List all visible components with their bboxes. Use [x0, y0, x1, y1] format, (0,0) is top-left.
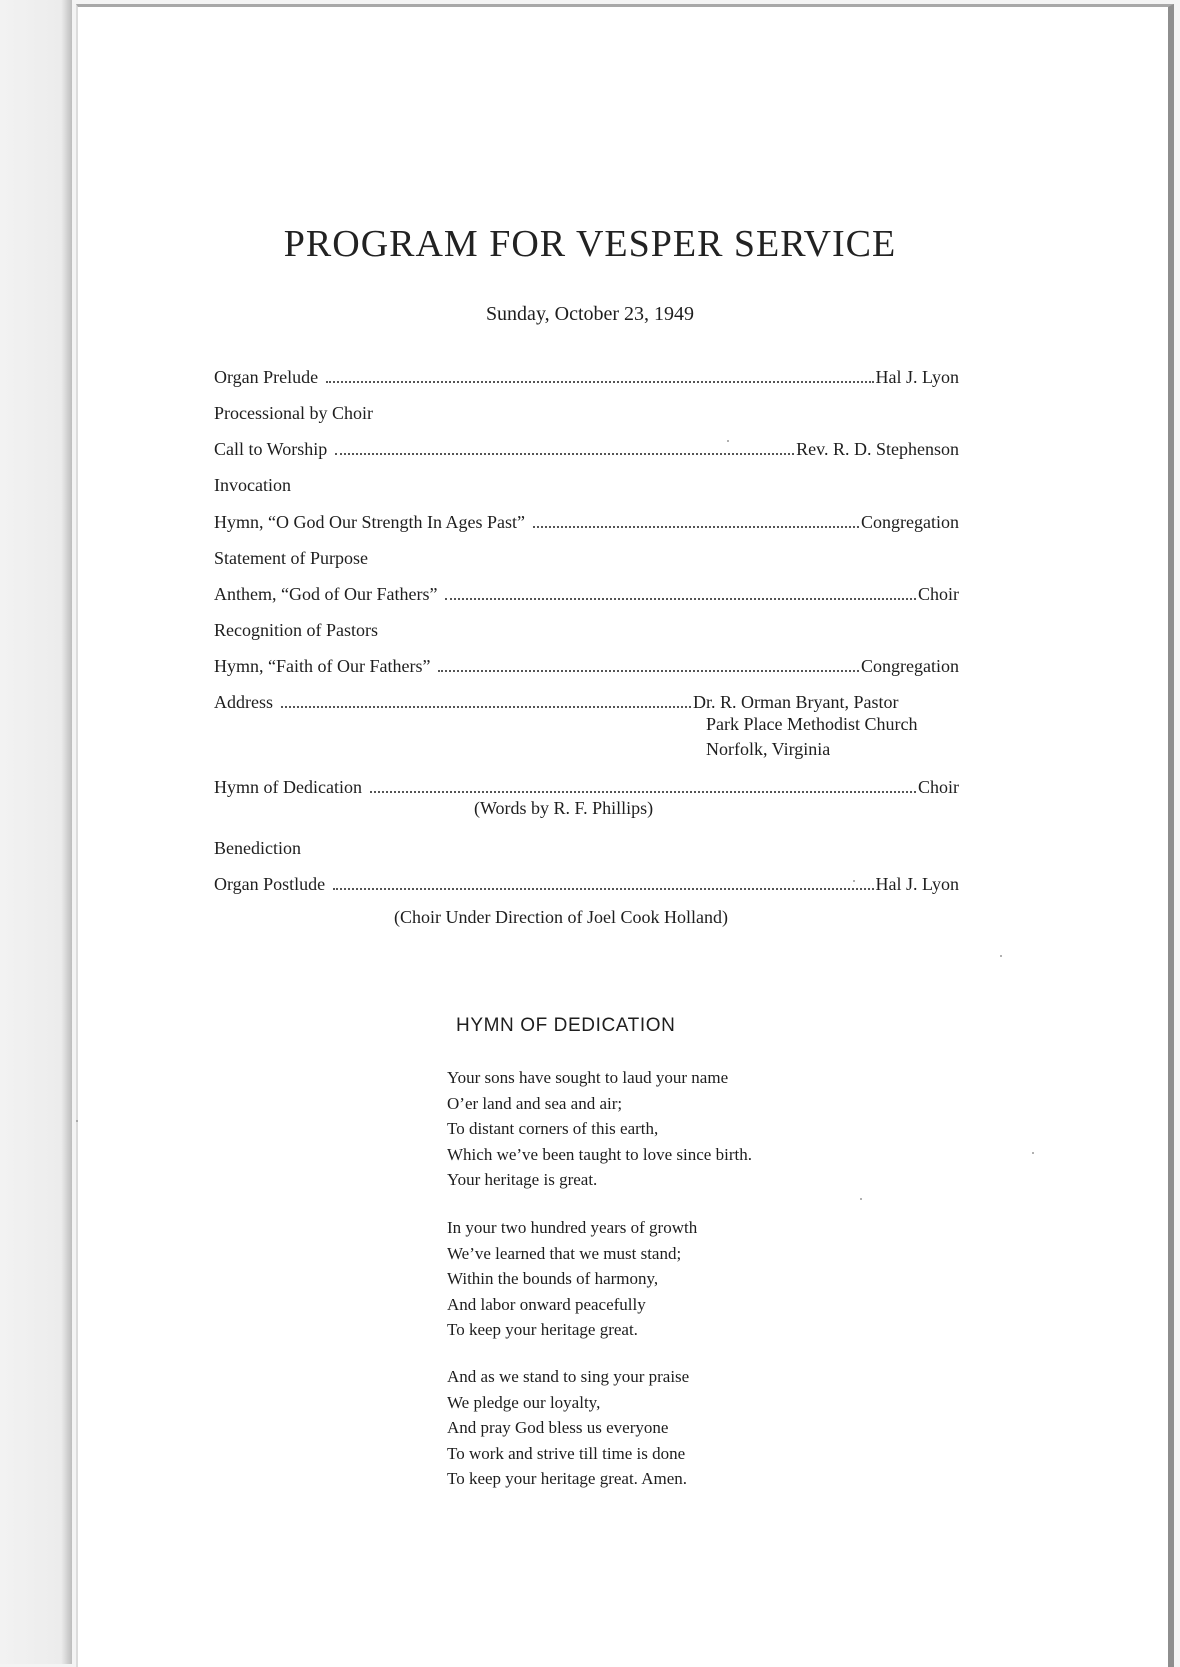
service-date: Sunday, October 23, 1949 [485, 303, 695, 325]
address-location: Norfolk, Virginia [706, 739, 831, 759]
verse-line: To work and strive till time is done [447, 1443, 686, 1463]
scan-speck [76, 1120, 78, 1122]
program-item: Statement of Purpose [214, 548, 368, 568]
words-by-note: (Words by R. F. Phillips) [474, 798, 654, 818]
program-row-invocation [214, 470, 959, 496]
hymn-title: HYMN OF DEDICATION [456, 1015, 676, 1036]
scan-speck [860, 1198, 862, 1200]
program-item: Processional by Choir [214, 403, 373, 423]
program-row-hymn-o-god [214, 507, 959, 533]
dot-leader [281, 706, 691, 708]
program-performer: Choir [917, 584, 959, 604]
hymn-verse-1 [447, 1068, 752, 1196]
dot-leader [370, 791, 916, 793]
verse-line: And as we stand to sing your praise [447, 1367, 690, 1386]
scan-speck [853, 880, 855, 882]
address-church: Park Place Methodist Church [706, 714, 918, 734]
program-performer: Congregation [861, 656, 959, 676]
program-performer: Dr. R. Orman Bryant, Pastor [693, 692, 899, 712]
dot-leader [335, 453, 794, 455]
dot-leader [445, 598, 916, 600]
dot-leader [438, 670, 859, 672]
dot-leader [333, 888, 873, 890]
verse-line: We pledge our loyalty, [447, 1392, 601, 1412]
program-performer: Congregation [861, 512, 959, 532]
program-item: Hymn, “O God Our Strength In Ages Past” [214, 512, 525, 532]
scan-speck [1000, 955, 1002, 957]
program-row-anthem [214, 579, 959, 605]
verse-line: O’er land and sea and air; [447, 1093, 623, 1113]
program-row-address [214, 687, 959, 713]
verse-line: And labor onward peacefully [447, 1294, 646, 1314]
scan-speck [727, 440, 729, 442]
verse-line: To keep your heritage great. Amen. [447, 1469, 688, 1488]
program-row-hymn-of-dedication [214, 772, 959, 798]
program-item: Call to Worship [214, 439, 328, 459]
program-row-organ-prelude [214, 362, 959, 388]
program-row-processional [214, 398, 959, 424]
program-item: Organ Prelude [214, 367, 319, 387]
verse-line: Which we’ve been taught to love since birth. [447, 1144, 752, 1164]
program-row-benediction [214, 833, 959, 859]
program-row-call-to-worship [214, 434, 959, 460]
verse-line: Within the bounds of harmony, [447, 1269, 659, 1288]
program-item: Organ Postlude [214, 874, 326, 894]
program-item: Benediction [214, 838, 301, 858]
program-performer: Choir [917, 777, 959, 797]
verse-line: Your sons have sought to laud your name [447, 1068, 729, 1087]
program-row-hymn-faith [214, 651, 959, 677]
verse-line: We’ve learned that we must stand; [447, 1243, 682, 1263]
program-performer: Hal J. Lyon [875, 874, 959, 894]
program-performer: Hal J. Lyon [875, 367, 959, 387]
verse-line: Your heritage is great. [447, 1170, 598, 1189]
page-title: PROGRAM FOR VESPER SERVICE [283, 223, 897, 265]
choir-director-note: (Choir Under Direction of Joel Cook Holland) [394, 907, 728, 927]
program-row-statement-of-purpose [214, 543, 959, 569]
program-item: Address [214, 692, 273, 712]
program-row-recognition-of-pastors [214, 615, 959, 641]
hymn-verse-2 [447, 1218, 697, 1346]
dot-leader [326, 381, 873, 383]
dot-leader [533, 526, 859, 528]
program-item: Hymn, “Faith of Our Fathers” [214, 656, 431, 676]
program-item: Invocation [214, 475, 291, 495]
program-row-organ-postlude [214, 869, 959, 895]
verse-line: In your two hundred years of growth [447, 1218, 698, 1237]
program-item: Recognition of Pastors [214, 620, 378, 640]
program-item: Hymn of Dedication [214, 777, 362, 797]
hymn-verse-3 [447, 1367, 689, 1495]
verse-line: To distant corners of this earth, [447, 1119, 659, 1138]
program-performer: Rev. R. D. Stephenson [796, 439, 959, 459]
scan-speck [1032, 1152, 1034, 1154]
verse-line: To keep your heritage great. [447, 1320, 638, 1339]
verse-line: And pray God bless us everyone [447, 1418, 669, 1437]
program-item: Anthem, “God of Our Fathers” [214, 584, 438, 604]
